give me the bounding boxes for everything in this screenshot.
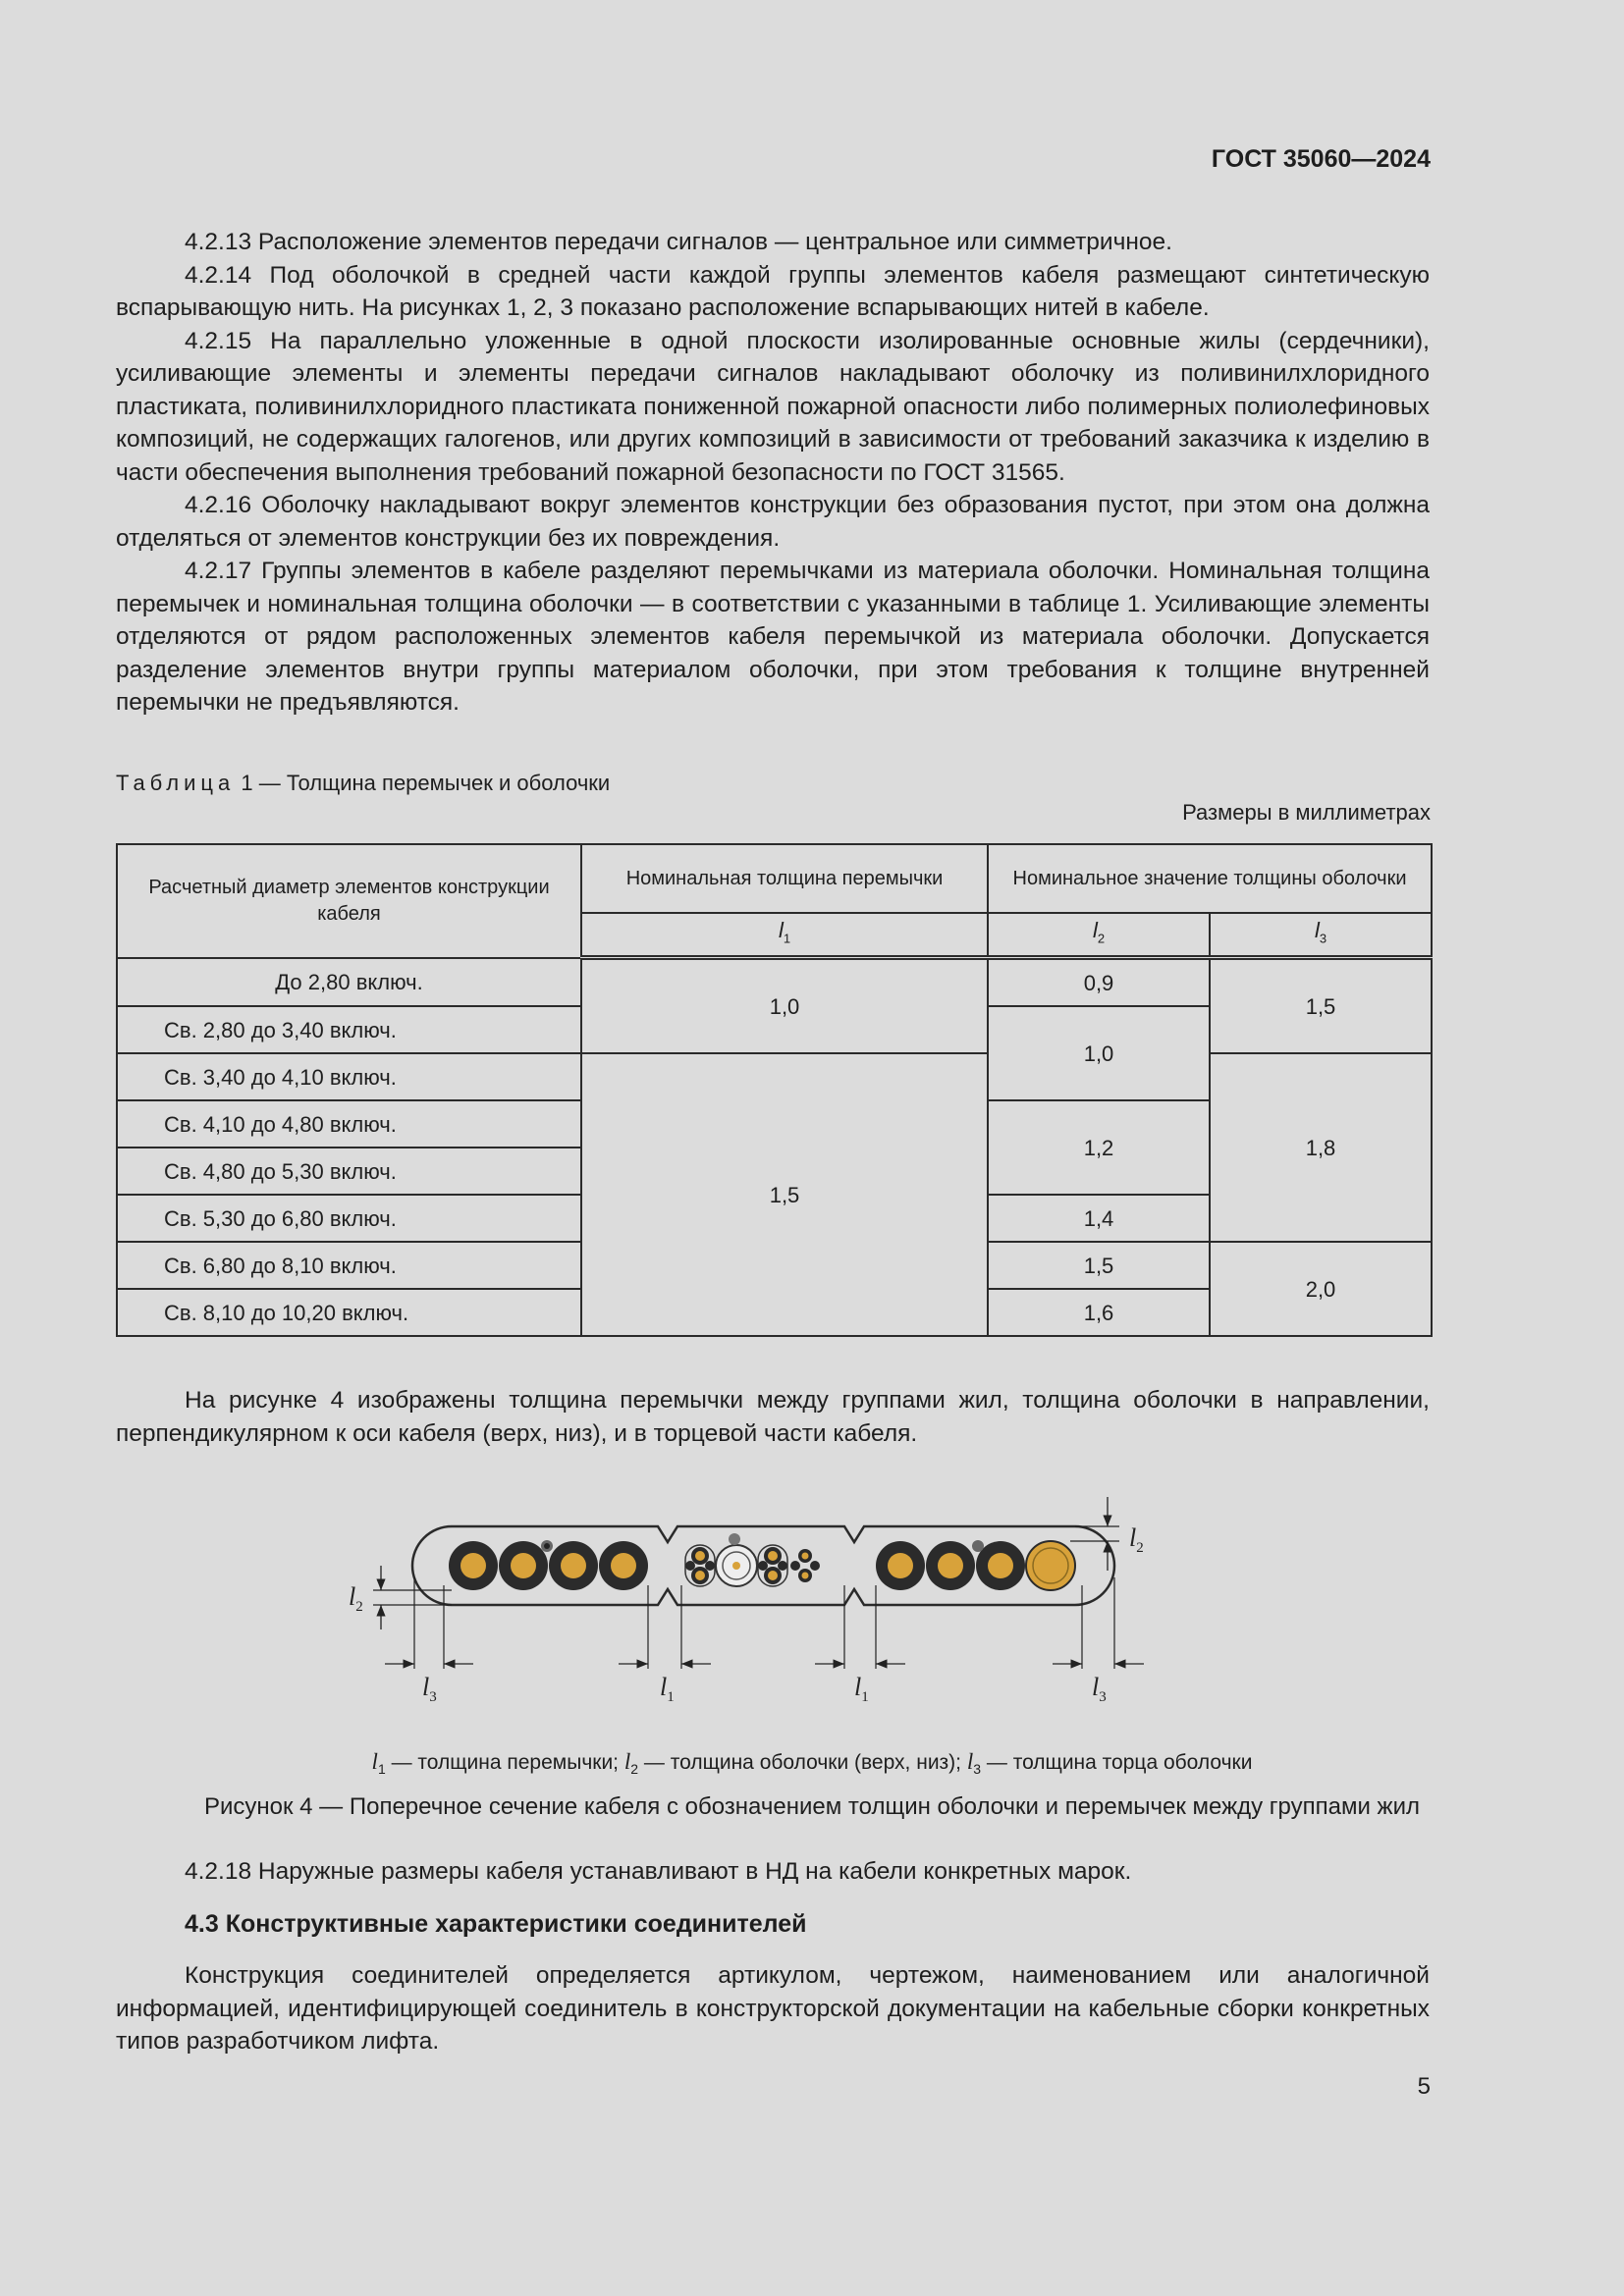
header-bridge: Номинальная толщина перемычки bbox=[581, 844, 988, 913]
table-cell-diameter: Св. 8,10 до 10,20 включ. bbox=[117, 1289, 581, 1336]
page-number: 5 bbox=[1417, 2073, 1431, 2100]
label-l2-top: $l_2$ bbox=[1129, 1523, 1144, 1556]
paragraph-4-2-17: 4.2.17 Группы элементов в кабеле разделяют перемычками из материала оболочки. Номинальная толщина перемычек и номинальная толщина оболочки — в соответствии с указанными в таблице 1. Усиливающие элементы отделяются от рядом расположенных элементов кабеля перемычкой из материала оболочки. Допускается разделение элементов внутри группы материалом оболочки, при этом требования к толщине внутренней перемычки не предъявляются. bbox=[116, 558, 1430, 716]
table-cell-l2: 1,2 bbox=[988, 1100, 1210, 1195]
header-l2: $l_2$ bbox=[988, 913, 1210, 958]
table-cell-l1: 1,0 bbox=[581, 958, 988, 1054]
table-cell-l3: 2,0 bbox=[1210, 1242, 1432, 1336]
table-cell-l2: 1,5 bbox=[988, 1242, 1210, 1289]
paragraph-4-2-18: 4.2.18 Наружные размеры кабеля устанавливают в НД на кабели конкретных марок. bbox=[185, 1858, 1132, 1885]
paragraph-4-2-14: 4.2.14 Под оболочкой в средней части каждой группы элементов кабеля размещают синтетическую вспарывающую нить. На рисунках 1, 2, 3 показано расположение вспарывающих нитей в кабеле. bbox=[116, 261, 1430, 321]
left-core-group bbox=[449, 1540, 648, 1590]
header-diameter: Расчетный диаметр элементов конструкции кабеля bbox=[117, 844, 581, 958]
paragraph-4-3: Конструкция соединителей определяется артикулом, чертежом, наименованием или аналогичной информацией, идентифицирующей соединитель в конструкторской документации на кабельные сборки конкретных типов разработчиком лифта. bbox=[116, 1962, 1430, 2055]
document-header: ГОСТ 35060—2024 bbox=[1211, 145, 1431, 173]
table-cell-diameter: Св. 3,40 до 4,10 включ. bbox=[117, 1053, 581, 1100]
table-cell-l3: 1,8 bbox=[1210, 1053, 1432, 1242]
label-l1-left: $l_1$ bbox=[660, 1673, 675, 1705]
table-cell-l2: 1,6 bbox=[988, 1289, 1210, 1336]
table-cell-diameter: Св. 4,80 до 5,30 включ. bbox=[117, 1148, 581, 1195]
label-l1-right: $l_1$ bbox=[854, 1673, 869, 1705]
body-text-figure-intro bbox=[116, 1384, 1430, 1450]
label-l3-right: $l_3$ bbox=[1092, 1673, 1107, 1705]
table-cell-l2: 0,9 bbox=[988, 958, 1210, 1007]
signal-group bbox=[685, 1533, 820, 1586]
body-text-4-2-18 bbox=[116, 1855, 1430, 1889]
paragraph-4-2-16: 4.2.16 Оболочку накладывают вокруг элементов конструкции без образования пустот, при этом она должна отделяться от элементов конструкции без их повреждения. bbox=[116, 492, 1430, 552]
table-cell-diameter: Св. 5,30 до 6,80 включ. bbox=[117, 1195, 581, 1242]
table-caption-rest: 1 — Толщина перемычек и оболочки bbox=[235, 771, 611, 795]
table-caption bbox=[116, 771, 610, 796]
body-text-top bbox=[116, 226, 1430, 720]
table-caption-prefix: Таблица bbox=[116, 771, 236, 795]
table-cell-diameter: Св. 6,80 до 8,10 включ. bbox=[117, 1242, 581, 1289]
paragraph-4-2-13: 4.2.13 Расположение элементов передачи сигналов — центральное или симметричное. bbox=[185, 229, 1172, 255]
table-cell-diameter: Св. 4,10 до 4,80 включ. bbox=[117, 1100, 581, 1148]
thickness-table bbox=[116, 843, 1433, 1337]
paragraph-figure-intro: На рисунке 4 изображены толщина перемычки между группами жил, толщина оболочки в направлении, перпендикулярном к оси кабеля (верх, низ), и в торцевой части кабеля. bbox=[116, 1387, 1430, 1447]
table-units-note: Размеры в миллиметрах bbox=[1182, 800, 1431, 825]
section-heading-4-3: 4.3 Конструктивные характеристики соединителей bbox=[185, 1910, 807, 1938]
body-text-4-3 bbox=[116, 1959, 1430, 2058]
cable-cross-section-figure bbox=[324, 1487, 1208, 1723]
header-sheath: Номинальное значение толщины оболочки bbox=[988, 844, 1432, 913]
table-cell-diameter: Св. 2,80 до 3,40 включ. bbox=[117, 1006, 581, 1053]
table-cell-l2: 1,0 bbox=[988, 1006, 1210, 1100]
label-l2-left: $l_2$ bbox=[349, 1582, 363, 1615]
paragraph-4-2-15: 4.2.15 На параллельно уложенные в одной плоскости изолированные основные жилы (сердечники), усиливающие элементы и элементы передачи сигналов накладывают оболочку из поливинилхлоридного пластиката, поливинилхлоридного пластиката пониженной пожарной опасности либо полимерных полиолефиновых композиций, не содержащих галогенов, или других композиций в зависимости от требований заказчика к изделию в части обеспечения выполнения требований пожарной безопасности по ГОСТ 31565. bbox=[116, 327, 1430, 486]
table-cell-diameter: До 2,80 включ. bbox=[117, 958, 581, 1007]
label-l3-left: $l_3$ bbox=[422, 1673, 437, 1705]
table-cell-l3: 1,5 bbox=[1210, 958, 1432, 1054]
header-l3: $l_3$ bbox=[1210, 913, 1432, 958]
header-l1: $l_1$ bbox=[581, 913, 988, 958]
right-core-group bbox=[876, 1540, 1075, 1590]
figure-caption: Рисунок 4 — Поперечное сечение кабеля с обозначением толщин оболочки и перемычек между группами жил bbox=[203, 1793, 1421, 1820]
figure-legend: $l_1$ — толщина перемычки; $l_2$ — толщина оболочки (верх, низ); $l_3$ — толщина торца оболочки bbox=[371, 1749, 1253, 1778]
table-cell-l2: 1,4 bbox=[988, 1195, 1210, 1242]
table-cell-l1: 1,5 bbox=[581, 1053, 988, 1336]
